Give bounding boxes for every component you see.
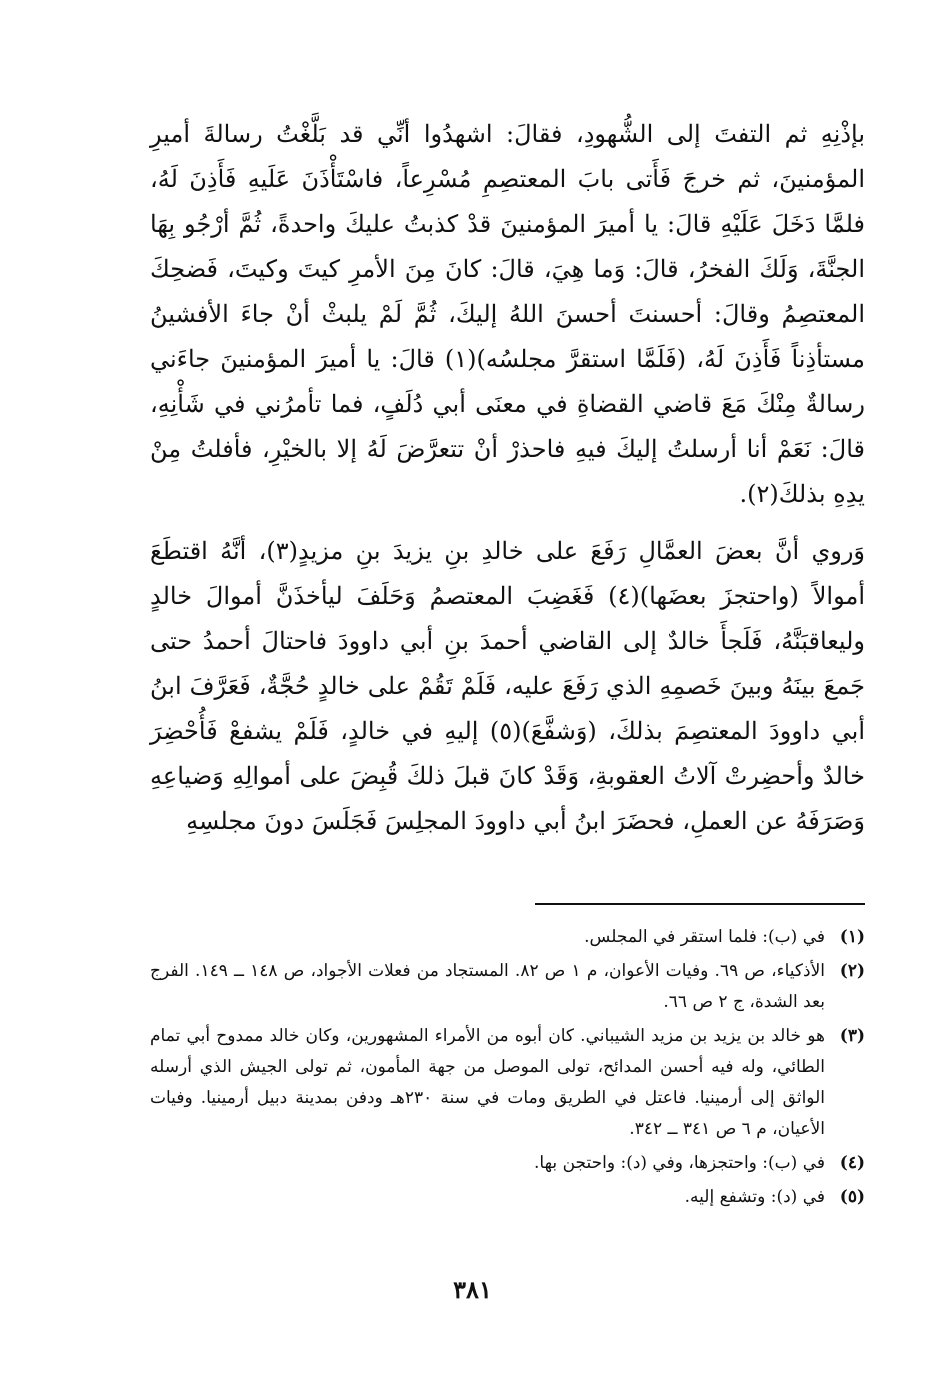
footnote-number: (١) xyxy=(839,927,865,947)
paragraph-2: وَروي أنَّ بعضَ العمَّالِ رَفَعَ على خالدِ بنِ يزيدَ بنِ مزيدٍ(٣)، أنَّهُ اقتطَعَ أموالاً (واحتجزَ بعضَها)(٤) فَغَضِبَ المعتصمُ وَحَلَفَ ليأخذَنَّ أموالَ خالدٍ وليعاقبَنَّهُ، فَلَجأَ خالدٌ إلى القاضي أحمدَ بنِ أبي داوودَ فاحتالَ أحمدُ حتى جَمعَ بينَهُ وبينَ خَصمِهِ الذي رَفَعَ عليه، فَلَمْ تَقُمْ على خالدٍ حُجَّةٌ، فَعَرَّفَ ابنُ أبي داوودَ المعتصِمَ بذلكَ، (وَشفَّعَ)(٥) إليهِ في خالدٍ، فَلَمْ يشفعْ فَأُحْضِرَ خالدٌ وأحضِرتْ آلاتُ العقوبةِ، وَقَدْ كانَ قبلَ ذلكَ قُبِضَ على أموالِهِ وَضياعِهِ وَصَرَفَهُ عن العملِ، فحضَرَ ابنُ أبي داوودَ المجلِسَ فَجَلَسَ دونَ مجلسِهِ xyxy=(150,537,865,835)
footnote-text: في (ب): واحتجزها، وفي (د): واحتجن بها. xyxy=(534,1153,825,1173)
footnote-2 xyxy=(150,956,865,1018)
footnote-number: (٢) xyxy=(839,961,865,981)
footnote-separator xyxy=(535,903,865,905)
footnote-number: (٥) xyxy=(839,1187,865,1207)
footnote-text: في (د): وتشفع إليه. xyxy=(684,1187,825,1207)
footnotes-list xyxy=(150,922,865,1216)
footnote-text: الأذكياء، ص ٦٩. وفيات الأعوان، م ١ ص ٨٢. المستجاد من فعلات الأجواد، ص ١٤٨ ــ ١٤٩. الفرج بعد الشدة، ج ٢ ص ٦٦. xyxy=(150,961,825,1012)
footnote-4 xyxy=(150,1148,865,1179)
footnote-5 xyxy=(150,1182,865,1213)
footnote-text: في (ب): فلما استقر في المجلس. xyxy=(584,927,825,947)
footnote-number: (٤) xyxy=(839,1153,865,1173)
footnote-1 xyxy=(150,922,865,953)
footnote-number: (٣) xyxy=(839,1026,865,1046)
footnote-3 xyxy=(150,1021,865,1145)
footnote-text: هو خالد بن يزيد بن مزيد الشيباني. كان أبوه من الأمراء المشهورين، وكان خالد ممدوح أبي تمام الطائي، وله فيه أحسن المدائح، تولى الموصل من جهة المأمون، ثم تولى الجيش الذي أرسله الواثق إلى أرمينيا. فاعتل في الطريق ومات في سنة ٢٣٠هـ ودفن بمدينة دبيل أرمينيا. وفيات الأعيان، م ٦ ص ٣٤١ ــ ٣٤٢. xyxy=(150,1026,825,1139)
main-text xyxy=(150,112,865,844)
page-number: ٣٨١ xyxy=(453,1275,492,1304)
paragraph-1: بإذْنِهِ ثم التفتَ إلى الشُّهودِ، فقالَ: اشهدُوا أنِّي قد بَلَّغْتُ رسالةَ أميرِ المؤمنينَ، ثم خرجَ فَأَتى بابَ المعتصِمِ مُسْرِعاً، فاسْتَأْذَنَ عَلَيهِ فَأَذِنَ لَهُ، فلمَّا دَخَلَ عَلَيْهِ قالَ: يا أميرَ المؤمنينَ قدْ كذبتُ عليكَ واحدةً، ثُمَّ أرْجُو بِهَا الجنَّةَ، وَلَكَ الفخرُ، قالَ: وَما هِيَ، قالَ: كانَ مِنَ الأمرِ كيتَ وكيتَ، فَضحِكَ المعتصِمُ وقالَ: أحسنتَ أحسنَ اللهُ إليكَ، ثُمَّ لَمْ يلبثْ أنْ جاءَ الأفشينُ مستأذِناً فَأَذِنَ لَهُ، (فَلَمَّا استقرَّ مجلسُه)(١) قالَ: يا أميرَ المؤمنينَ جاءَني رسالةٌ مِنْكَ مَعَ قاضي القضاةِ في معنَى أبي دُلَفٍ، فما تأمرُني في شَأْنِهِ، قالَ: نَعَمْ أنا أرسلتُ إليكَ فيهِ فاحذرْ أنْ تتعرَّضَ لَهُ إلا بالخيْرِ، فأفلتُ مِنْ يدِهِ بذلكَ(٢). xyxy=(150,120,865,508)
